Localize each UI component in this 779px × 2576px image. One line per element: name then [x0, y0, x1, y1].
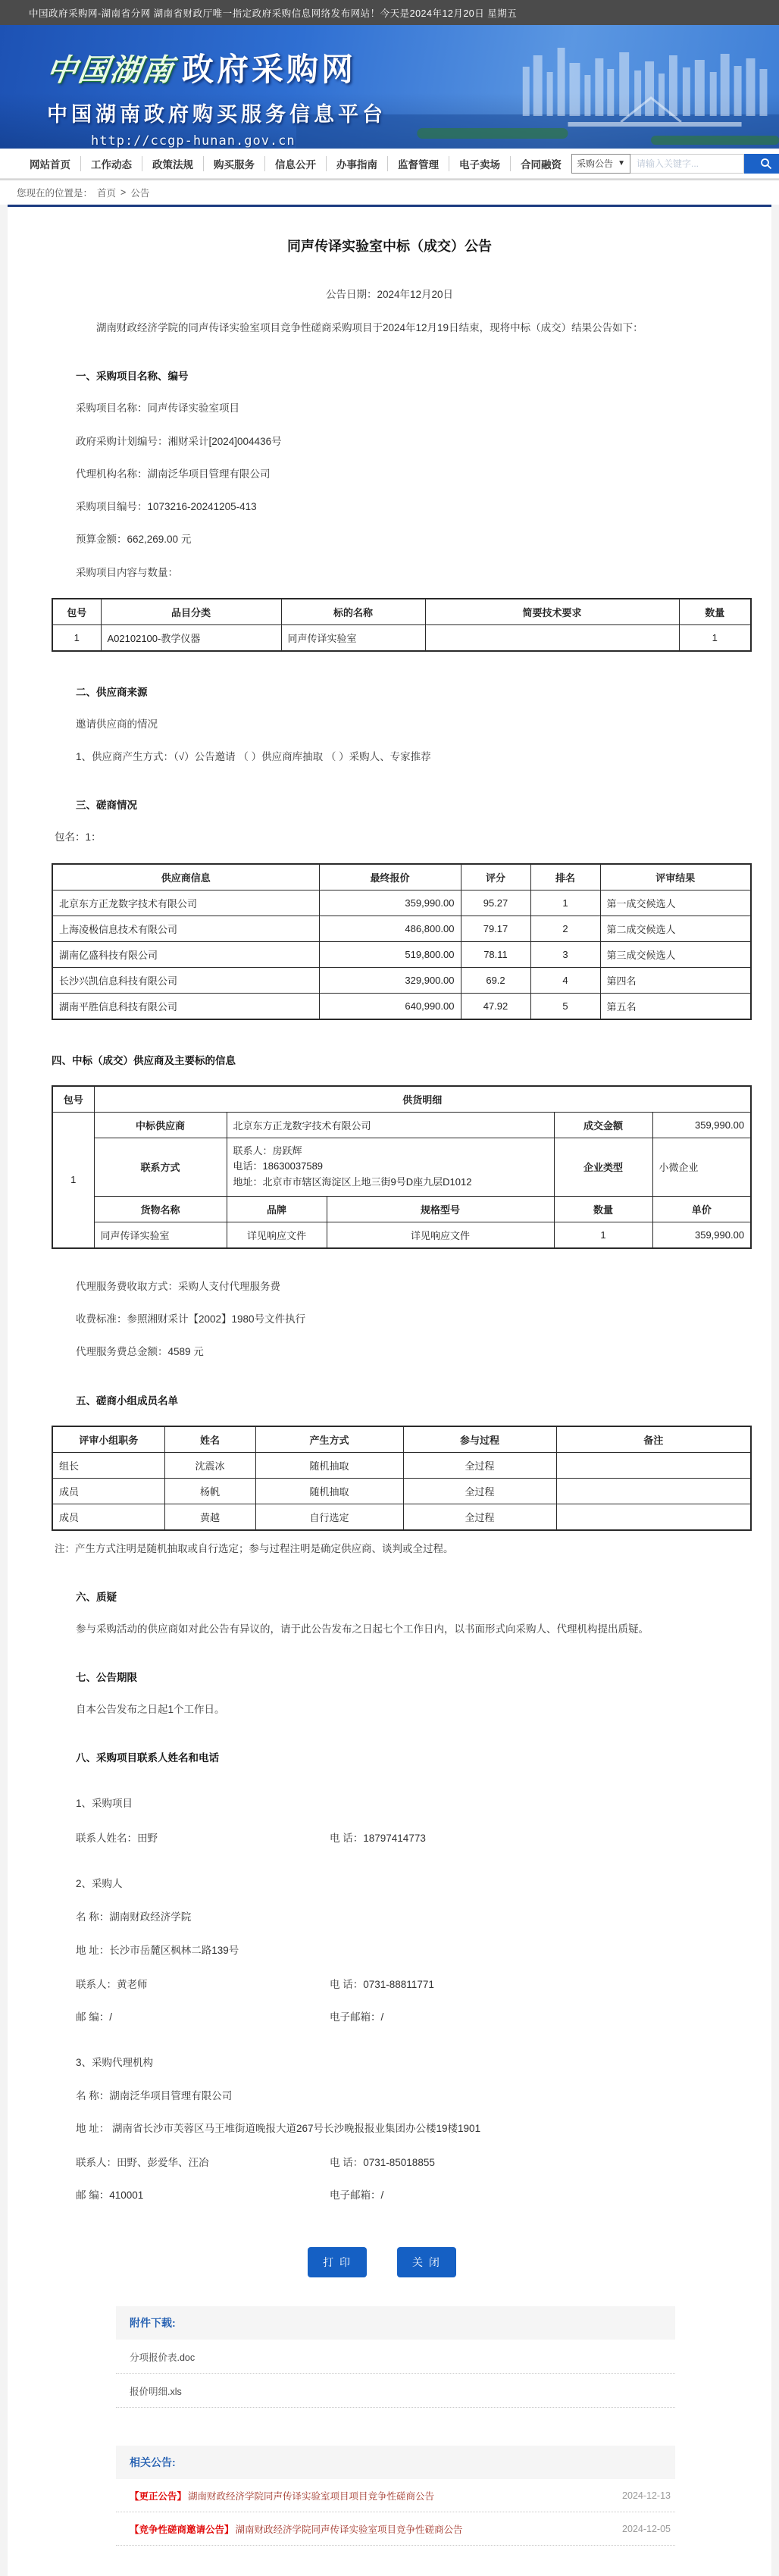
award-cell-package-no: 1: [52, 1112, 94, 1248]
notice-date: 公告日期：2024年12月20日: [325, 289, 454, 300]
site-logo-text: 政府采购网: [182, 52, 357, 87]
topbar: [0, 0, 779, 25]
cmt-cell-remark: [556, 1478, 751, 1504]
project-name-line: 采购项目名称：同声传译实验室项目: [76, 402, 239, 415]
purchaser-name: 名 称：湖南财政经济学院: [76, 1911, 192, 1923]
cmt-cell-role: 成员: [52, 1504, 164, 1530]
sup-cell-result: 第一成交候选人: [600, 890, 751, 916]
contact-row: [76, 2186, 743, 2202]
objection-body: 参与采购活动的供应商如对此公告有异议的，请于此公告发布之日起七个工作日内，以书面形式向采购人、代理机构提出质疑。: [76, 1623, 649, 1635]
project-number-line: 采购项目编号：1073216-20241205-413: [76, 501, 257, 512]
section-8-heading: 八、采购项目联系人姓名和电话: [76, 1752, 219, 1764]
table-row: [52, 624, 751, 651]
sup-cell-result: 第四名: [600, 967, 751, 993]
related-notice-tag: 【更正公告】: [130, 2491, 187, 2502]
sup-cell-result: 第二成交候选人: [600, 916, 751, 941]
sup-cell-score: 47.92: [461, 993, 530, 1019]
attachment-link[interactable]: 报价明细.xls: [116, 2374, 675, 2408]
sup-cell-rank: 1: [530, 890, 600, 916]
purchaser-email: 电子邮箱：/: [330, 2011, 384, 2023]
breadcrumb-separator: >: [120, 187, 127, 198]
chevron-down-icon: ▼: [618, 159, 625, 167]
nav-item-contract-finance[interactable]: 合同融资: [521, 158, 562, 171]
items-cell-package: 1: [52, 624, 101, 651]
section-1-heading: 一、采购项目名称、编号: [76, 371, 189, 383]
related-notice-title: 湖南财政经济学院同声传译实验室项目项目竞争性磋商公告: [188, 2491, 435, 2502]
project-contact-name: 联系人姓名：田野: [76, 1833, 158, 1845]
purchaser-address: 地 址：长沙市岳麓区枫林二路139号: [76, 1944, 239, 1956]
related-notice-date: 2024-12-05: [622, 2524, 671, 2535]
plan-number-line: 政府采购计划编号：湘财采计[2024]004436号: [76, 435, 282, 447]
related-notice-link[interactable]: [116, 2512, 675, 2546]
goods-cell-model: 详见响应文件: [327, 1222, 554, 1248]
agency-zip: 邮 编：410001: [76, 2189, 144, 2202]
table-row: [52, 941, 751, 967]
goods-th-model: 规格型号: [327, 1196, 554, 1222]
table-row: [52, 1452, 751, 1478]
items-th-category: 品目分类: [101, 599, 281, 625]
sup-cell-rank: 2: [530, 916, 600, 941]
contact-block3-title: 3、采购代理机构: [76, 2056, 154, 2068]
content-quantity-line: 采购项目内容与数量：: [76, 566, 178, 578]
award-enterprise-label: 企业类型: [554, 1138, 652, 1196]
purchaser-phone: 电 话：0731-88811771: [330, 1978, 434, 1990]
notice-card: [8, 205, 771, 2576]
cmt-cell-name: 沈震冰: [164, 1452, 255, 1478]
committee-note: 注：产生方式注明是随机抽取或自行选定；参与过程注明是确定供应商、谈判或全过程。: [55, 1542, 454, 1554]
table-row: [52, 916, 751, 941]
related-notice-link[interactable]: [116, 2479, 675, 2512]
cmt-th-method: 产生方式: [255, 1426, 403, 1453]
contact-row: [76, 1829, 743, 1845]
sup-th-price: 最终报价: [319, 864, 461, 890]
award-table: [52, 1085, 752, 1249]
page-background: [0, 205, 779, 2576]
search-category-value: 采购公告: [577, 158, 614, 169]
section-7-heading: 七、公告期限: [76, 1672, 137, 1684]
sup-cell-rank: 5: [530, 993, 600, 1019]
supplier-source-line: 1、供应商产生方式：（√）公告邀请 （ ）供应商库抽取 （ ）采购人、专家推荐: [76, 751, 431, 762]
sup-cell-price: 640,990.00: [319, 993, 461, 1019]
cmt-cell-remark: [556, 1504, 751, 1530]
notice-intro: 湖南财政经济学院的同声传译实验室项目竞争性磋商采购项目于2024年12月19日结束，现将中标（成交）结果公告如下：: [96, 322, 643, 333]
agency-name: 名 称：湖南泛华项目管理有限公司: [76, 2089, 233, 2102]
items-th-package: 包号: [52, 599, 101, 625]
items-th-qty: 数量: [679, 599, 751, 625]
sup-th-result: 评审结果: [600, 864, 751, 890]
award-th-package: 包号: [52, 1086, 94, 1113]
action-buttons: [21, 2247, 743, 2277]
sup-cell-price: 329,900.00: [319, 967, 461, 993]
site-logo-calligraphy: 中国湖南: [44, 54, 177, 87]
sup-cell-score: 79.17: [461, 916, 530, 941]
table-row: [52, 993, 751, 1019]
purchaser-contact: 联系人：黄老师: [76, 1978, 148, 1990]
goods-th-price: 单价: [652, 1196, 751, 1222]
committee-table: [52, 1426, 752, 1531]
cmt-cell-method: 随机抽取: [255, 1478, 403, 1504]
award-amount-value: 359,990.00: [652, 1112, 751, 1138]
related-notice-date: 2024-12-13: [622, 2490, 671, 2502]
main-nav: [0, 149, 779, 179]
goods-cell-qty: 1: [554, 1222, 652, 1248]
agency-phone: 电 话：0731-85018855: [330, 2157, 435, 2169]
sup-cell-price: 519,800.00: [319, 941, 461, 967]
items-cell-tech: [425, 624, 679, 651]
section-4-heading: 四、中标（成交）供应商及主要标的信息: [52, 1054, 236, 1066]
nav-item-guide[interactable]: 办事指南: [327, 156, 388, 171]
goods-th-qty: 数量: [554, 1196, 652, 1222]
sup-cell-rank: 3: [530, 941, 600, 967]
sup-cell-price: 486,800.00: [319, 916, 461, 941]
contact-row: [76, 2008, 743, 2024]
search-input[interactable]: [630, 154, 744, 174]
agency-address: 地 址： 湖南省长沙市芙蓉区马王堆街道晚报大道267号长沙晚报报业集团办公楼19楼1901: [76, 2123, 481, 2135]
sup-cell-price: 359,990.00: [319, 890, 461, 916]
sup-cell-score: 69.2: [461, 967, 530, 993]
cmt-cell-remark: [556, 1452, 751, 1478]
fee-standard-line: 收费标准：参照湘财采计【2002】1980号文件执行: [76, 1313, 306, 1326]
breadcrumb-home[interactable]: 首页: [97, 188, 117, 199]
contact-row: [76, 2154, 743, 2169]
section-3-heading: 三、磋商情况: [76, 800, 137, 812]
sup-cell-name: 上海凌极信息技术有限公司: [52, 916, 319, 941]
search-button[interactable]: [744, 154, 779, 174]
goods-th-brand: 品牌: [227, 1196, 327, 1222]
award-winner-row: [52, 1112, 751, 1138]
cmt-th-remark: 备注: [556, 1426, 751, 1453]
award-goods-header-row: [52, 1196, 751, 1222]
nav-item-policy[interactable]: 政策法规: [142, 156, 204, 171]
cmt-cell-role: 成员: [52, 1478, 164, 1504]
agency-email: 电子邮箱：/: [330, 2189, 384, 2202]
banner-url: http://ccgp-hunan.gov.cn: [91, 133, 296, 149]
goods-cell-name: 同声传译实验室: [94, 1222, 227, 1248]
sup-th-score: 评分: [461, 864, 530, 890]
sup-cell-result: 第五名: [600, 993, 751, 1019]
table-row: [52, 1478, 751, 1504]
agency-contact: 联系人：田野、彭爱华、汪冶: [76, 2157, 209, 2169]
period-body: 自本公告发布之日起1个工作日。: [76, 1704, 225, 1716]
nav-item-purchase-service[interactable]: 购买服务: [204, 156, 265, 171]
award-header-row: [52, 1086, 751, 1113]
contact-block2-title: 2、采购人: [76, 1878, 123, 1890]
cmt-cell-method: 随机抽取: [255, 1452, 403, 1478]
project-contact-phone: 电 话：18797414773: [330, 1833, 426, 1845]
nav-item-home[interactable]: 网站首页: [20, 156, 81, 171]
nav-items: [20, 156, 571, 171]
sup-cell-name: 湖南亿盛科技有限公司: [52, 941, 319, 967]
award-winner-name: 北京东方正龙数字技术有限公司: [227, 1112, 554, 1138]
contact-block1-title: 1、采购项目: [76, 1798, 133, 1810]
related-heading: 相关公告:: [116, 2446, 675, 2479]
attachment-link[interactable]: 分项报价表.doc: [116, 2340, 675, 2374]
print-button[interactable]: 打 印: [308, 2247, 367, 2277]
sup-cell-result: 第三成交候选人: [600, 941, 751, 967]
fee-total-line: 代理服务费总金额：4589 元: [76, 1346, 204, 1358]
attachments-box: [116, 2306, 675, 2408]
award-enterprise-value: 小微企业: [652, 1138, 751, 1196]
section-6-heading: 六、质疑: [76, 1591, 117, 1603]
section-2-heading: 二、供应商来源: [76, 686, 148, 698]
banner-subtitle: 中国湖南政府购买服务信息平台: [47, 103, 386, 126]
page-title: 同声传译实验室中标（成交）公告: [287, 239, 492, 254]
sup-th-info: 供应商信息: [52, 864, 319, 890]
fee-method-line: 代理服务费收取方式：采购人支付代理服务费: [76, 1280, 280, 1292]
agency-name-line: 代理机构名称：湖南泛华项目管理有限公司: [76, 468, 271, 480]
cmt-cell-process: 全过程: [403, 1504, 556, 1530]
breadcrumb-prefix: 您现在的位置是：: [17, 188, 93, 199]
award-contact-address: 地址：北京市市辖区海淀区上地三街9号D座九层D1012: [233, 1176, 472, 1188]
sup-cell-name: 北京东方正龙数字技术有限公司: [52, 890, 319, 916]
award-contact-person: 联系人：房跃辉: [233, 1144, 302, 1157]
sup-cell-name: 长沙兴凯信息科技有限公司: [52, 967, 319, 993]
purchaser-zip: 邮 编：/: [76, 2011, 113, 2023]
award-contact-label: 联系方式: [94, 1138, 227, 1196]
nav-item-emall[interactable]: 电子卖场: [449, 156, 511, 171]
search-area: [571, 154, 779, 174]
search-icon: [760, 158, 772, 170]
award-contact-phone: 电话：18630037589: [233, 1160, 324, 1172]
items-table: [52, 598, 752, 652]
cmt-th-role: 评审小组职务: [52, 1426, 164, 1453]
contact-row: [76, 1976, 743, 1991]
items-th-tech: 简要技术要求: [425, 599, 679, 625]
items-cell-subject: 同声传译实验室: [281, 624, 425, 651]
table-row: [52, 890, 751, 916]
suppliers-table-header: [52, 864, 751, 890]
breadcrumb-current: 公告: [130, 188, 150, 199]
nav-item-info-disclosure[interactable]: 信息公开: [265, 156, 327, 171]
breadcrumb: [0, 179, 779, 205]
sup-cell-score: 95.27: [461, 890, 530, 916]
goods-cell-brand: 详见响应文件: [227, 1222, 327, 1248]
search-category-select[interactable]: [571, 154, 630, 174]
related-notice-title: 湖南财政经济学院同声传译实验室项目竞争性磋商公告: [235, 2524, 463, 2536]
package-name-line: 包名：1：: [55, 831, 102, 844]
topbar-text: 中国政府采购网-湖南省分网 湖南省财政厅唯一指定政府采购信息网络发布网站！今天是2024年12月20日 星期五: [29, 8, 518, 19]
nav-item-news[interactable]: 工作动态: [81, 156, 142, 171]
sup-cell-rank: 4: [530, 967, 600, 993]
table-row: [52, 1504, 751, 1530]
award-contact-row: [52, 1138, 751, 1196]
items-cell-qty: 1: [679, 624, 751, 651]
cmt-th-process: 参与过程: [403, 1426, 556, 1453]
attachments-heading: 附件下载:: [116, 2306, 675, 2340]
table-row: [52, 967, 751, 993]
sup-th-rank: 排名: [530, 864, 600, 890]
suppliers-table: [52, 863, 752, 1020]
close-button[interactable]: 关 闭: [397, 2247, 456, 2277]
site-banner: [0, 25, 779, 149]
invite-suppliers-line: 邀请供应商的情况: [76, 718, 158, 730]
related-notice-tag: 【竞争性磋商邀请公告】: [130, 2524, 234, 2536]
sup-cell-score: 78.11: [461, 941, 530, 967]
award-th-detail: 供货明细: [94, 1086, 751, 1113]
section-5-heading: 五、磋商小组成员名单: [76, 1394, 178, 1407]
goods-th-name: 货物名称: [94, 1196, 227, 1222]
cmt-cell-role: 组长: [52, 1452, 164, 1478]
items-cell-category: A02102100-教学仪器: [101, 624, 281, 651]
sup-cell-name: 湖南平胜信息科技有限公司: [52, 993, 319, 1019]
award-goods-row: [52, 1222, 751, 1248]
items-table-header: [52, 599, 751, 625]
award-contact-info: [227, 1138, 554, 1196]
cmt-cell-process: 全过程: [403, 1478, 556, 1504]
budget-line: 预算金额：662,269.00 元: [76, 534, 192, 546]
items-th-subject: 标的名称: [281, 599, 425, 625]
committee-header-row: [52, 1426, 751, 1453]
cmt-cell-method: 自行选定: [255, 1504, 403, 1530]
cmt-cell-name: 杨帆: [164, 1478, 255, 1504]
goods-cell-price: 359,990.00: [652, 1222, 751, 1248]
related-box: [116, 2446, 675, 2546]
cmt-cell-process: 全过程: [403, 1452, 556, 1478]
nav-item-supervision[interactable]: 监督管理: [388, 156, 449, 171]
award-amount-label: 成交金额: [554, 1112, 652, 1138]
cmt-th-name: 姓名: [164, 1426, 255, 1453]
cmt-cell-name: 黄越: [164, 1504, 255, 1530]
award-winner-label: 中标供应商: [94, 1112, 227, 1138]
